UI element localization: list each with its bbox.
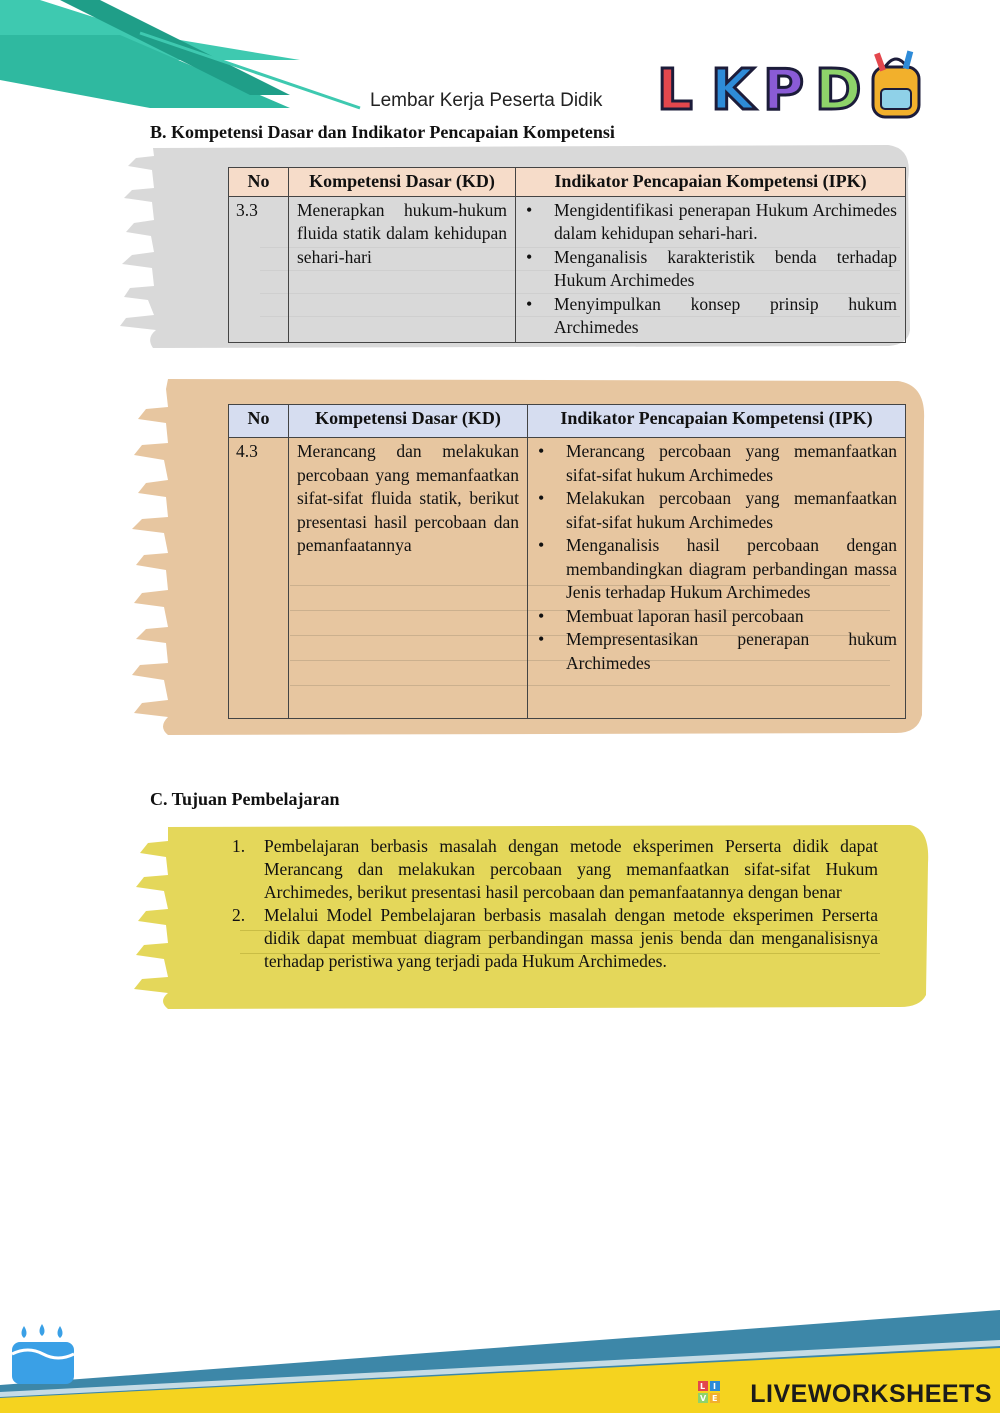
table-row — [229, 438, 906, 719]
header-teal-band-2 — [0, 35, 290, 108]
water-tank-icon — [12, 1324, 74, 1384]
row-no: 4.3 — [229, 438, 289, 719]
ipk-item: • Membuat laporan hasil percobaan — [536, 605, 897, 629]
header-ipk: Indikator Pencapaian Kompetensi (IPK) — [528, 405, 906, 438]
kd-table-2 — [228, 404, 906, 719]
row-kd: Menerapkan hukum-hukum fluida statik dalam kehidupan sehari-hari — [289, 196, 516, 342]
ipk-list — [536, 440, 897, 675]
svg-text:V: V — [700, 1394, 707, 1403]
ipk-item: • Mempresentasikan penerapan hukum Archimedes — [536, 628, 897, 675]
list-item — [232, 835, 878, 904]
ipk-list — [524, 199, 897, 340]
liveworksheets-brand[interactable]: LIVEWORKSHEETS — [750, 1380, 992, 1408]
row-ipk — [528, 438, 906, 719]
row-ipk — [516, 196, 906, 342]
kd-table-1 — [228, 167, 906, 343]
row-kd: Merancang dan melakukan percobaan yang memanfaatkan sifat-sifat fluida statik, berikut presentasi hasil percobaan dan pemanfaatannya — [289, 438, 528, 719]
header-ipk: Indikator Pencapaian Kompetensi (IPK) — [516, 168, 906, 197]
item-text: Pembelajaran berbasis masalah dengan metode eksperimen Perserta didik dapat Merancang dan melakukan percobaan yang memanfaatkan sifat-sifat Hukum Archimedes, berikut presentasi hasil percobaan dan pemanfaatannya dengan benar — [264, 836, 878, 902]
table-header-row — [229, 168, 906, 197]
section-c-title: C. Tujuan Pembelajaran — [150, 789, 340, 809]
header-no: No — [229, 168, 289, 197]
ipk-item: • Melakukan percobaan yang memanfaatkan sifat-sifat hukum Archimedes — [536, 487, 897, 534]
logo-letter-l: L — [657, 58, 693, 123]
logo-letter-p: P — [763, 58, 805, 123]
table-header-row — [229, 405, 906, 438]
svg-text:I: I — [713, 1382, 716, 1391]
table-row — [229, 196, 906, 342]
row-no: 3.3 — [229, 196, 289, 342]
item-text: Melalui Model Pembelajaran berbasis masalah dengan metode eksperimen Perserta didik dapat membuat diagram perbandingan massa jenis benda dan menganalisisnya terhadap peristiwa yang terjadi pada Hukum Archimedes. — [264, 905, 878, 971]
logo-letter-d: D — [815, 58, 862, 123]
ipk-item: • Menyimpulkan konsep prinsip hukum Archimedes — [524, 293, 897, 340]
section-b-title: B. Kompetensi Dasar dan Indikator Pencapaian Kompetensi — [150, 122, 615, 142]
ipk-item: • Menganalisis karakteristik benda terhadap Hukum Archimedes — [524, 246, 897, 293]
svg-text:L: L — [700, 1382, 706, 1391]
item-number: 2. — [232, 905, 246, 925]
backpack-icon — [873, 51, 919, 117]
tujuan-list — [232, 835, 878, 973]
logo-letter-k: K — [711, 58, 755, 123]
header-kd: Kompetensi Dasar (KD) — [289, 405, 528, 438]
ipk-item: • Menganalisis hasil percobaan dengan membandingkan diagram perbandingan massa Jenis terhadap Hukum Archimedes — [536, 534, 897, 605]
header-no: No — [229, 405, 289, 438]
header-subtitle: Lembar Kerja Peserta Didik — [370, 90, 603, 111]
svg-text:E: E — [712, 1394, 718, 1403]
ipk-item: • Mengidentifikasi penerapan Hukum Archimedes dalam kehidupan sehari-hari. — [524, 199, 897, 246]
header-kd: Kompetensi Dasar (KD) — [289, 168, 516, 197]
item-number: 1. — [232, 836, 246, 856]
lkpd-logo — [655, 45, 930, 123]
ipk-item: • Merancang percobaan yang memanfaatkan sifat-sifat hukum Archimedes — [536, 440, 897, 487]
list-item — [232, 904, 878, 973]
